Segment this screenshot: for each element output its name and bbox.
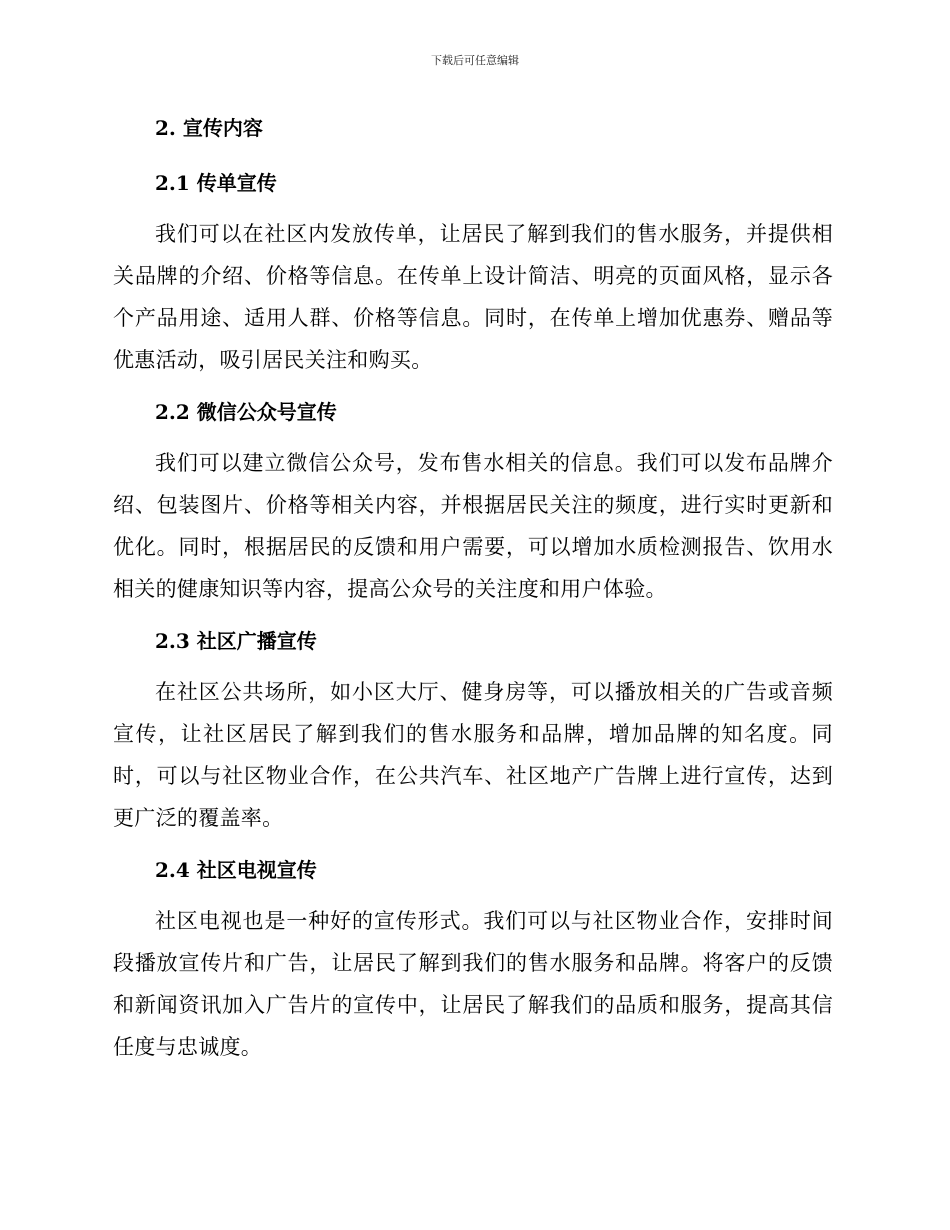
subsection-flyer bbox=[113, 163, 833, 381]
subsection-paragraph: 我们可以建立微信公众号，发布售水相关的信息。我们可以发布品牌介绍、包装图片、价格等相关内容，并根据居民关注的频度，进行实时更新和优化。同时，根据居民的反馈和用户需要，可以增加水质检测报告、饮用水相关的健康知识等内容，提高公众号的关注度和用户体验。 bbox=[113, 451, 833, 601]
subsection-paragraph: 在社区公共场所，如小区大厅、健身房等，可以播放相关的广告或音频宣传，让社区居民了解到我们的售水服务和品牌，增加品牌的知名度。同时，可以与社区物业合作，在公共汽车、社区地产广告牌上进行宣传，达到更广泛的覆盖率。 bbox=[113, 680, 833, 830]
page-header: 下载后可任意编辑 bbox=[431, 54, 519, 67]
subsection-title: 2.3 社区广播宣传 bbox=[155, 629, 317, 653]
subsection-wechat bbox=[113, 392, 833, 610]
subsection-title: 2.1 传单宣传 bbox=[155, 171, 277, 195]
subsection-broadcast bbox=[113, 621, 833, 839]
subsection-title: 2.2 微信公众号宣传 bbox=[155, 400, 337, 424]
subsection-title: 2.4 社区电视宣传 bbox=[155, 858, 317, 882]
subsection-paragraph: 我们可以在社区内发放传单，让居民了解到我们的售水服务，并提供相关品牌的介绍、价格等信息。在传单上设计简洁、明亮的页面风格，显示各个产品用途、适用人群、价格等信息。同时，在传单上增加优惠券、赠品等优惠活动，吸引居民关注和购买。 bbox=[113, 222, 833, 372]
document-body bbox=[113, 108, 833, 1079]
section-title: 2. 宣传内容 bbox=[155, 116, 263, 140]
subsection-tv bbox=[113, 850, 833, 1068]
subsection-paragraph: 社区电视也是一种好的宣传形式。我们可以与社区物业合作，安排时间段播放宣传片和广告，让居民了解到我们的售水服务和品牌。将客户的反馈和新闻资讯加入广告片的宣传中，让居民了解我们的品质和服务，提高其信任度与忠诚度。 bbox=[113, 909, 833, 1059]
